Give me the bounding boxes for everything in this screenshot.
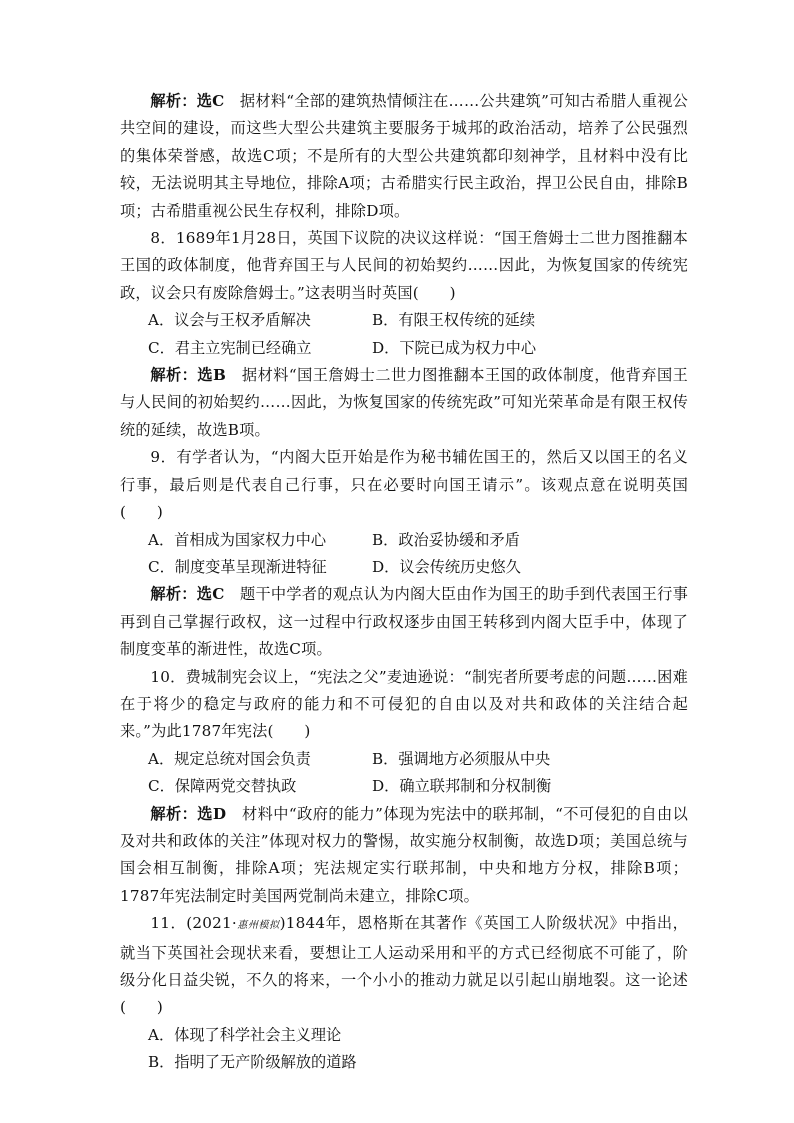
explanation-text: 题干中学者的观点认为内阁大臣由作为国王的助手到代表国王行事再到自己掌握行政权，这一过程中行政权逐步由国王转移到内阁大臣手中，体现了制度变革的渐进性，故选C项。 xyxy=(120,585,688,659)
answer-lead: 解析：选C xyxy=(150,585,225,604)
option-c: C．君主立宪制已经确立 xyxy=(148,338,312,357)
explanation-q7 xyxy=(120,88,688,225)
option-d: D．议会传统历史悠久 xyxy=(372,557,521,576)
option-b: B．政治妥协缓和矛盾 xyxy=(372,530,520,549)
explanation-q8 xyxy=(120,362,688,444)
question-9-options xyxy=(120,527,688,582)
option-c: C．保障两党交替执政 xyxy=(148,777,297,796)
answer-lead: 解析：选D xyxy=(150,804,227,823)
document-page xyxy=(120,88,688,1077)
option-b: B．有限王权传统的延续 xyxy=(372,311,536,330)
option-b: B．指明了无产阶级解放的道路 xyxy=(148,1053,357,1072)
explanation-text: 据材料“国王詹姆士二世力图推翻本王国的政体制度，他背弃国王与人民间的初始契约……因此，为恢复国家的传统宪政”可知光荣革命是有限王权传统的延续，故选B项。 xyxy=(120,366,688,439)
explanation-text: 据材料“全部的建筑热情倾注在……公共建筑”可知古希腊人重视公共空间的建设，而这些大型公共建筑主要服务于城邦的政治活动，培养了公民强烈的集体荣誉感，故选C项；不是所有的大型公共建筑都印刻神学，且材料中没有比较，无法说明其主导地位，排除A项；古希腊实行民主政治，捍卫公民自由，排除B项；古希腊重视公民生存权利，排除D项。 xyxy=(120,92,688,220)
question-10-stem: 10．费城制宪会议上，“宪法之父”麦迪逊说：“制宪者所要考虑的问题……困难在于将少的稳定与政府的能力和不可侵犯的自由以及对共和政体的关注结合起来。”为此1787年宪法( ) xyxy=(120,667,688,741)
question-8-options xyxy=(120,307,688,362)
question-8-stem: 8．1689年1月28日，英国下议院的决议这样说：“国王詹姆士二世力图推翻本王国的政体制度，他背弃国王与人民间的初始契约……因此，为恢复国家的传统宪政，议会只有废除詹姆士。”这表明当时英国( ) xyxy=(120,229,688,302)
question-11-options xyxy=(120,1022,688,1077)
option-a: A．体现了科学社会主义理论 xyxy=(148,1025,342,1044)
explanation-q9 xyxy=(120,581,688,663)
option-a: A．首相成为国家权力中心 xyxy=(148,530,327,549)
question-9-stem: 9．有学者认为，“内阁大臣开始是作为秘书辅佐国王的，然后又以国王的名义行事，最后则是代表自己行事，只在必要时向国王请示”。该观点意在说明英国( ) xyxy=(120,448,688,522)
option-d: D．确立联邦制和分权制衡 xyxy=(372,777,552,796)
explanation-q10 xyxy=(120,801,688,911)
answer-lead: 解析：选C xyxy=(150,92,225,110)
question-11-stem xyxy=(120,910,688,1022)
option-a: A．议会与王权矛盾解决 xyxy=(148,311,311,330)
option-a: A．规定总统对国会负责 xyxy=(148,749,311,768)
option-d: D．下院已成为权力中心 xyxy=(372,338,537,357)
answer-lead: 解析：选B xyxy=(150,366,227,385)
question-text: )1844年，恩格斯在其著作《英国工人阶级状况》中指出，就当下英国社会现状来看，要想让工人运动采用和平的方式已经彻底不可能了，阶级分化日益尖锐，不久的将来，一个小小的推动力就足以引起山崩地裂。这一论述( ) xyxy=(120,914,688,1017)
question-source: 惠州模拟 xyxy=(236,920,280,932)
question-number: 11．(2021· xyxy=(150,914,237,933)
option-c: C．制度变革呈现渐进特征 xyxy=(148,557,327,576)
question-10-options xyxy=(120,746,688,801)
option-b: B．强调地方必须服从中央 xyxy=(372,749,551,768)
explanation-text: 材料中“政府的能力”体现为宪法中的联邦制，“不可侵犯的自由以及对共和政体的关注”体现对权力的警惕，故实施分权制衡，故选D项；美国总统与国会相互制衡，排除A项；宪法规定实行联邦制，中央和地方分权，排除B项；1787年宪法制定时美国两党制尚未建立，排除C项。 xyxy=(120,804,688,905)
